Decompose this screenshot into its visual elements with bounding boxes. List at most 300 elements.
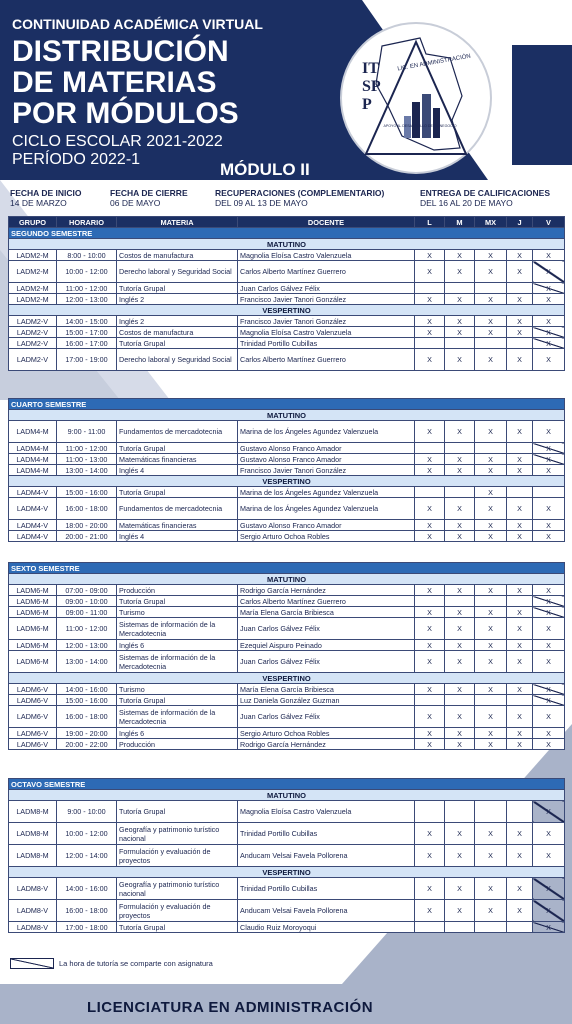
cell-materia: Costos de manufactura	[117, 250, 238, 261]
cell-day: X	[475, 261, 507, 283]
fecha-inicio-label: FECHA DE INICIO	[10, 188, 82, 198]
title-line: POR MÓDULOS	[12, 97, 239, 130]
column-header: J	[507, 217, 533, 228]
table-row	[9, 706, 565, 728]
cell-day: X	[533, 421, 565, 443]
cell-day: X	[533, 294, 565, 305]
cell-grupo: LADM8-M	[9, 823, 57, 845]
cell-docente: Trinidad Portillo Cubillas	[238, 823, 415, 845]
cell-materia: Tutoría Grupal	[117, 338, 238, 349]
table-row	[9, 728, 565, 739]
cell-horario: 15:00 - 16:00	[57, 695, 117, 706]
cell-day	[507, 596, 533, 607]
cell-grupo: LADM2-M	[9, 283, 57, 294]
table-row	[9, 283, 565, 294]
cell-day: X	[533, 596, 565, 607]
logo-text: ITSPP	[362, 60, 381, 113]
cell-day: X	[533, 585, 565, 596]
cell-grupo: LADM6-V	[9, 706, 57, 728]
semester-title: CUARTO SEMESTRE	[9, 399, 565, 410]
cell-materia: Tutoría Grupal	[117, 922, 238, 933]
cell-docente: Carlos Alberto Martínez Guerrero	[238, 349, 415, 371]
cell-day: X	[445, 823, 475, 845]
cell-materia: Derecho laboral y Seguridad Social	[117, 261, 238, 283]
cell-day: X	[445, 261, 475, 283]
cell-day: X	[475, 728, 507, 739]
cell-day: X	[533, 338, 565, 349]
cell-day: X	[507, 845, 533, 867]
cell-materia: Tutoría Grupal	[117, 283, 238, 294]
table-row	[9, 878, 565, 900]
cell-day	[445, 596, 475, 607]
entrega-label: ENTREGA DE CALIFICACIONES	[420, 188, 551, 198]
cell-day	[475, 283, 507, 294]
cell-day: X	[475, 845, 507, 867]
cell-horario: 13:00 - 14:00	[57, 651, 117, 673]
cell-grupo: LADM8-V	[9, 922, 57, 933]
cell-day: X	[475, 454, 507, 465]
cell-day: X	[533, 261, 565, 283]
cell-materia: Inglés 2	[117, 316, 238, 327]
cell-docente: Marina de los Ángeles Agundez Valenzuela	[238, 487, 415, 498]
column-header: DOCENTE	[238, 217, 415, 228]
shift-header	[9, 239, 565, 250]
cell-day	[415, 443, 445, 454]
cell-day: X	[507, 520, 533, 531]
cell-horario: 14:00 - 16:00	[57, 684, 117, 695]
semester-table	[8, 778, 565, 933]
legend-text: La hora de tutoría se comparte con asignatura	[59, 959, 213, 968]
fecha-inicio-value: 14 DE MARZO	[10, 198, 67, 208]
cell-day	[445, 801, 475, 823]
semester-title: OCTAVO SEMESTRE	[9, 779, 565, 790]
cell-day: X	[507, 261, 533, 283]
cell-materia: Inglés 2	[117, 294, 238, 305]
shift-title: MATUTINO	[9, 410, 565, 421]
cell-materia: Tutoría Grupal	[117, 596, 238, 607]
cell-grupo: LADM2-M	[9, 261, 57, 283]
cell-day: X	[475, 498, 507, 520]
cell-docente: Anducam Velsai Favela Pollorena	[238, 900, 415, 922]
cell-docente: Francisco Javier Tanori González	[238, 465, 415, 476]
cell-docente: Rodrigo García Hernández	[238, 739, 415, 750]
cell-day: X	[445, 845, 475, 867]
cell-horario: 16:00 - 18:00	[57, 498, 117, 520]
table-row	[9, 618, 565, 640]
cell-docente: Gustavo Alonso Franco Amador	[238, 520, 415, 531]
cell-day	[507, 695, 533, 706]
cell-day: X	[475, 294, 507, 305]
cell-day: X	[533, 900, 565, 922]
cell-day: X	[445, 531, 475, 542]
table-row	[9, 739, 565, 750]
cell-day: X	[475, 607, 507, 618]
cell-materia: Geografía y patrimonio turístico nacional	[117, 878, 238, 900]
cell-grupo: LADM4-M	[9, 421, 57, 443]
logo-bottom-text: APOYO AL DESARROLLO DE TU NEGOCIO	[383, 124, 457, 128]
title-line: DE MATERIAS	[12, 66, 217, 99]
cell-materia: Tutoría Grupal	[117, 695, 238, 706]
cell-grupo: LADM2-M	[9, 294, 57, 305]
cell-day: X	[445, 454, 475, 465]
cell-docente: Marina de los Ángeles Agundez Valenzuela	[238, 498, 415, 520]
cell-day: X	[475, 878, 507, 900]
cell-docente: Francisco Javier Tanori González	[238, 316, 415, 327]
cell-day: X	[415, 421, 445, 443]
legend	[10, 958, 213, 969]
cell-day: X	[507, 250, 533, 261]
cell-grupo: LADM4-V	[9, 498, 57, 520]
cell-day: X	[415, 878, 445, 900]
cell-grupo: LADM8-V	[9, 878, 57, 900]
table-row	[9, 596, 565, 607]
cell-day: X	[475, 327, 507, 338]
cell-day: X	[445, 684, 475, 695]
cell-day	[445, 695, 475, 706]
cell-grupo: LADM6-V	[9, 695, 57, 706]
column-header: M	[445, 217, 475, 228]
cell-materia: Fundamentos de mercadotecnia	[117, 498, 238, 520]
cell-day: X	[475, 487, 507, 498]
table-row	[9, 498, 565, 520]
cell-day: X	[507, 900, 533, 922]
cell-horario: 14:00 - 15:00	[57, 316, 117, 327]
ciclo-block	[12, 133, 223, 169]
column-header: GRUPO	[9, 217, 57, 228]
table-row	[9, 465, 565, 476]
cell-day: X	[415, 327, 445, 338]
cell-day: X	[445, 728, 475, 739]
cell-materia: Sistemas de información de la Mercadotecnia	[117, 706, 238, 728]
cell-day: X	[445, 651, 475, 673]
cell-day: X	[475, 531, 507, 542]
cell-docente: Claudio Ruiz Moroyoqui	[238, 922, 415, 933]
cell-horario: 11:00 - 13:00	[57, 454, 117, 465]
cell-horario: 15:00 - 16:00	[57, 487, 117, 498]
cell-grupo: LADM6-M	[9, 596, 57, 607]
table-row	[9, 294, 565, 305]
cell-day: X	[415, 651, 445, 673]
cell-day: X	[507, 421, 533, 443]
cell-day: X	[445, 585, 475, 596]
shift-header	[9, 790, 565, 801]
cell-docente: Magnolia Eloísa Castro Valenzuela	[238, 250, 415, 261]
cell-day: X	[507, 651, 533, 673]
shift-title: MATUTINO	[9, 574, 565, 585]
cell-day: X	[445, 607, 475, 618]
cell-day: X	[507, 607, 533, 618]
cell-horario: 13:00 - 14:00	[57, 465, 117, 476]
cell-day: X	[533, 607, 565, 618]
cell-day: X	[533, 728, 565, 739]
cell-day	[507, 801, 533, 823]
cell-materia: Formulación y evaluación de proyectos	[117, 900, 238, 922]
cell-day: X	[533, 316, 565, 327]
decor-side-bar	[512, 45, 572, 165]
cell-docente: Gustavo Alonso Franco Amador	[238, 443, 415, 454]
cell-day: X	[415, 316, 445, 327]
cell-grupo: LADM8-V	[9, 900, 57, 922]
cell-docente: Carlos Alberto Martínez Guerrero	[238, 596, 415, 607]
cell-day: X	[533, 443, 565, 454]
cell-day: X	[475, 739, 507, 750]
cell-day: X	[533, 640, 565, 651]
legend-swatch	[10, 958, 54, 969]
cell-day	[445, 922, 475, 933]
cell-horario: 20:00 - 21:00	[57, 531, 117, 542]
cell-horario: 12:00 - 13:00	[57, 294, 117, 305]
shift-title: VESPERTINO	[9, 867, 565, 878]
table-row	[9, 487, 565, 498]
cell-day: X	[475, 421, 507, 443]
table-row	[9, 845, 565, 867]
cell-materia: Sistemas de información de la Mercadotecnia	[117, 651, 238, 673]
cell-day: X	[507, 294, 533, 305]
cell-day: X	[445, 465, 475, 476]
table-row	[9, 684, 565, 695]
cell-day: X	[507, 349, 533, 371]
cell-day	[415, 487, 445, 498]
column-header: HORARIO	[57, 217, 117, 228]
cell-day: X	[533, 520, 565, 531]
cell-grupo: LADM6-M	[9, 585, 57, 596]
cell-day: X	[475, 651, 507, 673]
cell-day: X	[445, 349, 475, 371]
cell-materia: Matemáticas financieras	[117, 454, 238, 465]
cell-day: X	[445, 520, 475, 531]
cell-materia: Formulación y evaluación de proyectos	[117, 845, 238, 867]
cell-horario: 18:00 - 20:00	[57, 520, 117, 531]
cell-grupo: LADM2-V	[9, 349, 57, 371]
cell-materia: Tutoría Grupal	[117, 801, 238, 823]
cell-day: X	[475, 250, 507, 261]
entrega-value: DEL 16 AL 20 DE MAYO	[420, 198, 513, 208]
cell-grupo: LADM2-V	[9, 338, 57, 349]
cell-day: X	[415, 900, 445, 922]
cell-docente: Sergio Arturo Ochoa Robles	[238, 531, 415, 542]
cell-grupo: LADM4-M	[9, 465, 57, 476]
cell-day: X	[415, 640, 445, 651]
cell-day: X	[507, 618, 533, 640]
cell-day: X	[533, 531, 565, 542]
cell-horario: 11:00 - 12:00	[57, 443, 117, 454]
cell-docente: Trinidad Portillo Cubillas	[238, 338, 415, 349]
cell-docente: Juan Carlos Gálvez Félix	[238, 706, 415, 728]
cell-materia: Fundamentos de mercadotecnia	[117, 421, 238, 443]
cell-docente: Gustavo Alonso Franco Amador	[238, 454, 415, 465]
table-row	[9, 338, 565, 349]
title-line: DISTRIBUCIÓN	[12, 35, 229, 68]
cell-materia: Inglés 4	[117, 465, 238, 476]
cell-day: X	[507, 327, 533, 338]
cell-day: X	[445, 316, 475, 327]
cell-day: X	[533, 327, 565, 338]
semester-title: SEXTO SEMESTRE	[9, 563, 565, 574]
cell-day	[507, 283, 533, 294]
cell-day: X	[445, 706, 475, 728]
cell-day: X	[475, 900, 507, 922]
cell-grupo: LADM4-V	[9, 520, 57, 531]
cell-day: X	[445, 327, 475, 338]
cell-docente: Ezequiel Aispuro Peinado	[238, 640, 415, 651]
table-row	[9, 443, 565, 454]
cell-horario: 16:00 - 17:00	[57, 338, 117, 349]
cell-day: X	[415, 618, 445, 640]
shift-header	[9, 305, 565, 316]
cell-docente: Sergio Arturo Ochoa Robles	[238, 728, 415, 739]
cell-horario: 12:00 - 13:00	[57, 640, 117, 651]
cell-docente: Juan Carlos Gálvez Félix	[238, 651, 415, 673]
cell-grupo: LADM6-V	[9, 728, 57, 739]
shift-title: VESPERTINO	[9, 673, 565, 684]
cell-horario: 9:00 - 11:00	[57, 421, 117, 443]
shift-title: VESPERTINO	[9, 476, 565, 487]
cell-materia: Inglés 6	[117, 728, 238, 739]
cell-day: X	[415, 498, 445, 520]
cell-horario: 09:00 - 11:00	[57, 607, 117, 618]
cell-day: X	[445, 618, 475, 640]
cell-day: X	[507, 640, 533, 651]
cell-grupo: LADM2-V	[9, 316, 57, 327]
cell-day	[415, 695, 445, 706]
cell-grupo: LADM6-M	[9, 607, 57, 618]
table-row	[9, 327, 565, 338]
cell-day: X	[475, 618, 507, 640]
cell-day: X	[533, 465, 565, 476]
recuperaciones-value: DEL 09 AL 13 DE MAYO	[215, 198, 308, 208]
cell-grupo: LADM6-V	[9, 739, 57, 750]
cell-day	[475, 338, 507, 349]
cell-grupo: LADM6-V	[9, 684, 57, 695]
cell-docente: Trinidad Portillo Cubillas	[238, 878, 415, 900]
cell-day: X	[475, 316, 507, 327]
table-row	[9, 520, 565, 531]
semester-title: SEGUNDO SEMESTRE	[9, 228, 565, 239]
shift-header	[9, 410, 565, 421]
cell-day: X	[533, 706, 565, 728]
cell-materia: Sistemas de información de la Mercadotecnia	[117, 618, 238, 640]
column-header: L	[415, 217, 445, 228]
semester-table	[8, 398, 565, 542]
shift-header	[9, 574, 565, 585]
cell-day: X	[415, 585, 445, 596]
cell-day: X	[533, 498, 565, 520]
periodo-text: PERÍODO 2022-1	[12, 151, 141, 168]
cell-day: X	[507, 684, 533, 695]
semester-header	[9, 779, 565, 790]
table-row	[9, 531, 565, 542]
table-row	[9, 823, 565, 845]
table-row	[9, 900, 565, 922]
cell-grupo: LADM6-M	[9, 618, 57, 640]
cell-horario: 20:00 - 22:00	[57, 739, 117, 750]
cell-docente: Magnolia Eloísa Castro Valenzuela	[238, 327, 415, 338]
semester-header	[9, 399, 565, 410]
cell-day: X	[415, 250, 445, 261]
fecha-cierre-label: FECHA DE CIERRE	[110, 188, 188, 198]
itspp-logo	[340, 22, 492, 174]
table-row	[9, 922, 565, 933]
cell-day: X	[445, 498, 475, 520]
cell-horario: 17:00 - 18:00	[57, 922, 117, 933]
cell-day: X	[415, 823, 445, 845]
cell-day	[445, 487, 475, 498]
cell-day: X	[415, 531, 445, 542]
cell-materia: Tutoría Grupal	[117, 487, 238, 498]
header-subtitle: CONTINUIDAD ACADÉMICA VIRTUAL	[12, 16, 263, 32]
table-row	[9, 640, 565, 651]
cell-day: X	[415, 706, 445, 728]
cell-horario: 16:00 - 18:00	[57, 900, 117, 922]
shift-title: MATUTINO	[9, 790, 565, 801]
cell-day	[533, 487, 565, 498]
fecha-inicio	[10, 188, 81, 208]
cell-day	[415, 801, 445, 823]
cell-grupo: LADM4-V	[9, 487, 57, 498]
cell-day: X	[415, 349, 445, 371]
cell-day: X	[533, 618, 565, 640]
cell-day: X	[415, 454, 445, 465]
entrega-calificaciones	[420, 188, 550, 208]
cell-day: X	[415, 728, 445, 739]
cell-horario: 11:00 - 12:00	[57, 283, 117, 294]
cell-day: X	[445, 250, 475, 261]
cell-horario: 19:00 - 20:00	[57, 728, 117, 739]
cell-day: X	[415, 465, 445, 476]
cell-day	[415, 338, 445, 349]
cell-horario: 16:00 - 18:00	[57, 706, 117, 728]
cell-day: X	[475, 684, 507, 695]
semester-table	[8, 562, 565, 750]
cell-day	[475, 596, 507, 607]
cell-materia: Producción	[117, 585, 238, 596]
fecha-cierre-value: 06 DE MAYO	[110, 198, 161, 208]
cell-day: X	[507, 728, 533, 739]
table-row	[9, 421, 565, 443]
page-title	[12, 36, 332, 129]
cell-docente: María Elena García Bribiesca	[238, 684, 415, 695]
cell-day: X	[507, 465, 533, 476]
table-row	[9, 454, 565, 465]
cell-docente: Juan Carlos Gálvez Félix	[238, 618, 415, 640]
cell-day	[507, 338, 533, 349]
cell-horario: 11:00 - 12:00	[57, 618, 117, 640]
cell-day: X	[445, 878, 475, 900]
cell-day	[475, 443, 507, 454]
cell-day: X	[415, 845, 445, 867]
semester-header	[9, 228, 565, 239]
cell-materia: Derecho laboral y Seguridad Social	[117, 349, 238, 371]
cell-materia: Inglés 4	[117, 531, 238, 542]
cell-horario: 9:00 - 10:00	[57, 801, 117, 823]
cell-day	[507, 922, 533, 933]
cell-grupo: LADM4-M	[9, 454, 57, 465]
shift-header	[9, 673, 565, 684]
cell-day: X	[507, 706, 533, 728]
cell-materia: Geografía y patrimonio turístico nacional	[117, 823, 238, 845]
cell-day: X	[533, 801, 565, 823]
shift-title: MATUTINO	[9, 239, 565, 250]
shift-title: VESPERTINO	[9, 305, 565, 316]
column-header: V	[533, 217, 565, 228]
cell-horario: 12:00 - 14:00	[57, 845, 117, 867]
cell-day: X	[533, 695, 565, 706]
cell-day: X	[507, 498, 533, 520]
cell-materia: Turismo	[117, 607, 238, 618]
table-row	[9, 349, 565, 371]
cell-day	[445, 283, 475, 294]
cell-docente: Carlos Alberto Martínez Guerrero	[238, 261, 415, 283]
